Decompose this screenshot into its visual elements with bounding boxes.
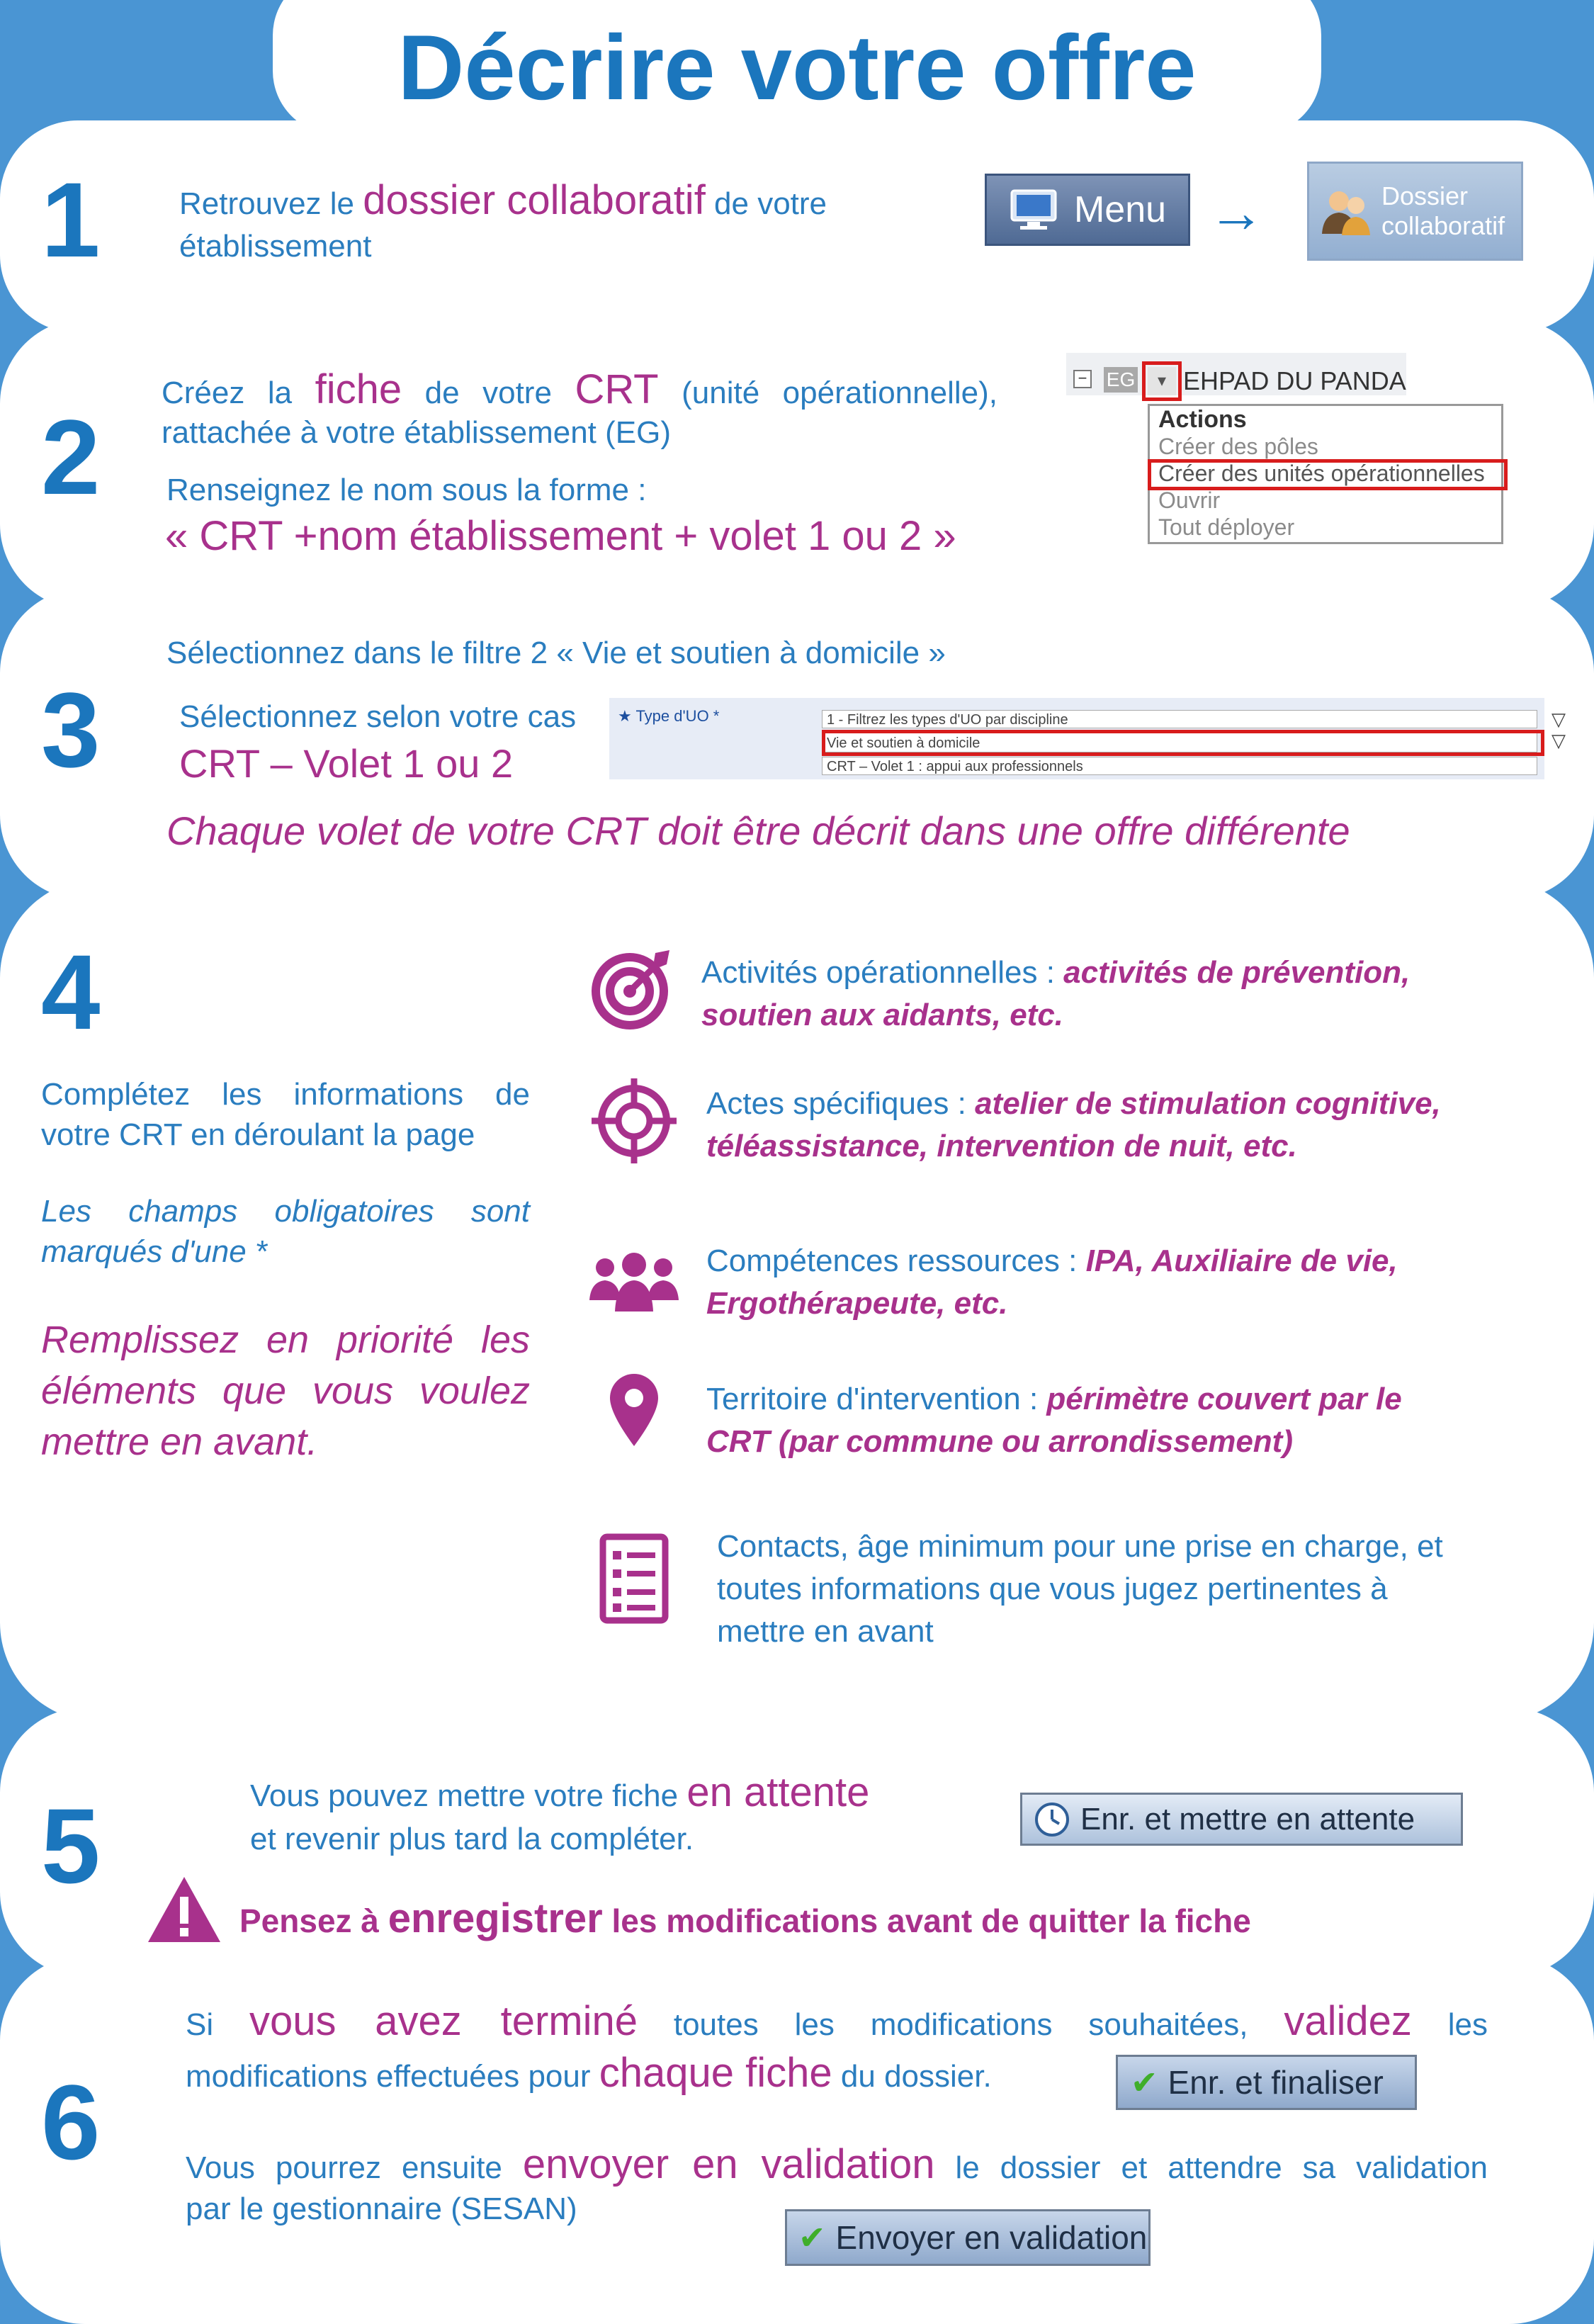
step4-line2: votre CRT en déroulant la page: [41, 1117, 475, 1152]
filter-select-2[interactable]: Vie et soutien à domicile: [822, 733, 1537, 752]
step4-number: 4: [41, 932, 101, 1051]
step2-line2: rattachée à votre établissement (EG): [162, 415, 671, 450]
step3-line4: Chaque volet de votre CRT doit être décrit dans une offre différente: [166, 808, 1350, 853]
step1-number: 1: [41, 160, 101, 279]
filter-select-highlight: [822, 730, 1544, 756]
people-group-icon: [588, 1251, 680, 1314]
step2-line3: Renseignez le nom sous la forme :: [166, 473, 647, 507]
tree-eg-badge: EG: [1104, 367, 1138, 393]
item-activites: Activités opérationnelles : activités de prévention, soutien aux aidants, etc.: [701, 955, 1411, 1032]
enr-mettre-en-attente-label: Enr. et mettre en attente: [1080, 1801, 1415, 1837]
menu-item-ouvrir[interactable]: Ouvrir: [1158, 487, 1221, 513]
item-territoire: Territoire d'intervention : périmètre couvert par le CRT (par commune ou arrondissement): [706, 1382, 1402, 1459]
filter-select-3[interactable]: CRT – Volet 1 : appui aux professionnels: [822, 757, 1537, 775]
warning-icon: [145, 1874, 223, 1945]
item-contacts: Contacts, âge minimum pour une prise en charge, et toutes informations que vous jugez pertinentes à mettre en avant: [717, 1529, 1443, 1649]
step3-number: 3: [41, 670, 101, 789]
step4-line5: Remplissez en priorité les: [41, 1319, 530, 1361]
dossier-label-1: Dossier: [1381, 181, 1469, 210]
step3-line2: Sélectionnez selon votre cas: [179, 699, 577, 734]
step4-line7: mettre en avant.: [41, 1421, 318, 1463]
filter-funnel-icon[interactable]: ▽ ▽: [1551, 709, 1566, 751]
tree-dropdown-highlight: [1142, 361, 1182, 401]
item-actes: Actes spécifiques : atelier de stimulation cognitive, téléassistance, intervention de nuit, etc.: [706, 1086, 1441, 1163]
dossier-label-2: collaboratif: [1381, 211, 1505, 240]
menu-item-tout-deployer[interactable]: Tout déployer: [1158, 514, 1295, 540]
step4-line3: Les champs obligatoires sont: [41, 1194, 530, 1229]
step4-line6: éléments que vous voulez: [41, 1370, 530, 1412]
step3-line3: CRT – Volet 1 ou 2: [179, 741, 514, 786]
step1-text: Retrouvez le dossier collaboratif de votre établissement: [179, 177, 827, 264]
step2-number: 2: [41, 397, 101, 517]
envoyer-en-validation-button[interactable]: [785, 2209, 1151, 2266]
monitor-icon: [1009, 188, 1058, 232]
tree-dropdown-icon[interactable]: ▾: [1148, 367, 1176, 395]
menu-item-creer-poles[interactable]: Créer des pôles: [1158, 434, 1318, 459]
tree-collapse-icon[interactable]: −: [1073, 370, 1092, 388]
step5-warning: Pensez à enregistrer les modifications avant de quitter la fiche: [239, 1895, 1251, 1941]
step4-line1: Complétez les informations de: [41, 1077, 530, 1112]
checklist-icon: [599, 1533, 669, 1625]
step2-line1: Créez la fiche de votre CRT (unité opérationnelle),: [162, 366, 997, 412]
dossier-collaboratif-button[interactable]: [1307, 162, 1523, 261]
enr-et-finaliser-label: Enr. et finaliser: [1168, 2064, 1384, 2101]
enr-mettre-en-attente-button[interactable]: [1020, 1793, 1463, 1846]
menu-item-creer-uo[interactable]: Créer des unités opérationnelles: [1158, 461, 1485, 486]
menu-button-label: Menu: [1073, 189, 1167, 230]
step4-line4: marqués d'une *: [41, 1234, 268, 1269]
users-icon: [1318, 183, 1374, 239]
step5-number: 5: [41, 1786, 101, 1905]
envoyer-en-validation-label: Envoyer en validation: [835, 2219, 1148, 2256]
step6-number: 6: [41, 2063, 101, 2182]
checkmark-icon: ✔: [1131, 2064, 1158, 2101]
step6-line1: Si vous avez terminé toutes les modifications souhaitées, validez les: [186, 1998, 1488, 2044]
filter-select-1[interactable]: 1 - Filtrez les types d'UO par discipline: [822, 710, 1537, 728]
checkmark-icon: ✔: [798, 2219, 826, 2256]
actions-menu-title: Actions: [1158, 406, 1247, 433]
item-competences: Compétences ressources : IPA, Auxiliaire de vie, Ergothérapeute, etc.: [706, 1243, 1398, 1321]
uo-type-label: ★ Type d'UO *: [618, 707, 720, 725]
step6-line3: Vous pourrez ensuite envoyer en validation le dossier et attendre sa validation: [186, 2141, 1488, 2187]
tree-node-name[interactable]: EHPAD DU PANDA: [1183, 366, 1406, 395]
step1-arrow: →: [1208, 181, 1265, 244]
enr-et-finaliser-button[interactable]: [1116, 2055, 1417, 2110]
step6-line4: par le gestionnaire (SESAN): [186, 2192, 577, 2226]
target-arrow-icon: [590, 946, 675, 1031]
step5-line2: et revenir plus tard la compléter.: [250, 1822, 694, 1856]
menu-button[interactable]: [985, 174, 1190, 246]
page-title: Décrire votre offre: [397, 16, 1197, 119]
step5-line1: Vous pouvez mettre votre fiche en attente: [250, 1769, 870, 1815]
step3-line1: Sélectionnez dans le filtre 2 « Vie et soutien à domicile »: [166, 636, 946, 670]
step6-line2: modifications effectuées pour chaque fiche du dossier.: [186, 2050, 992, 2096]
step2-line4: « CRT +nom établissement + volet 1 ou 2 »: [165, 513, 956, 559]
map-pin-icon: [606, 1371, 662, 1449]
menu-item-highlight: [1148, 459, 1508, 490]
clock-icon: [1034, 1801, 1070, 1838]
crosshair-icon: [590, 1077, 678, 1165]
